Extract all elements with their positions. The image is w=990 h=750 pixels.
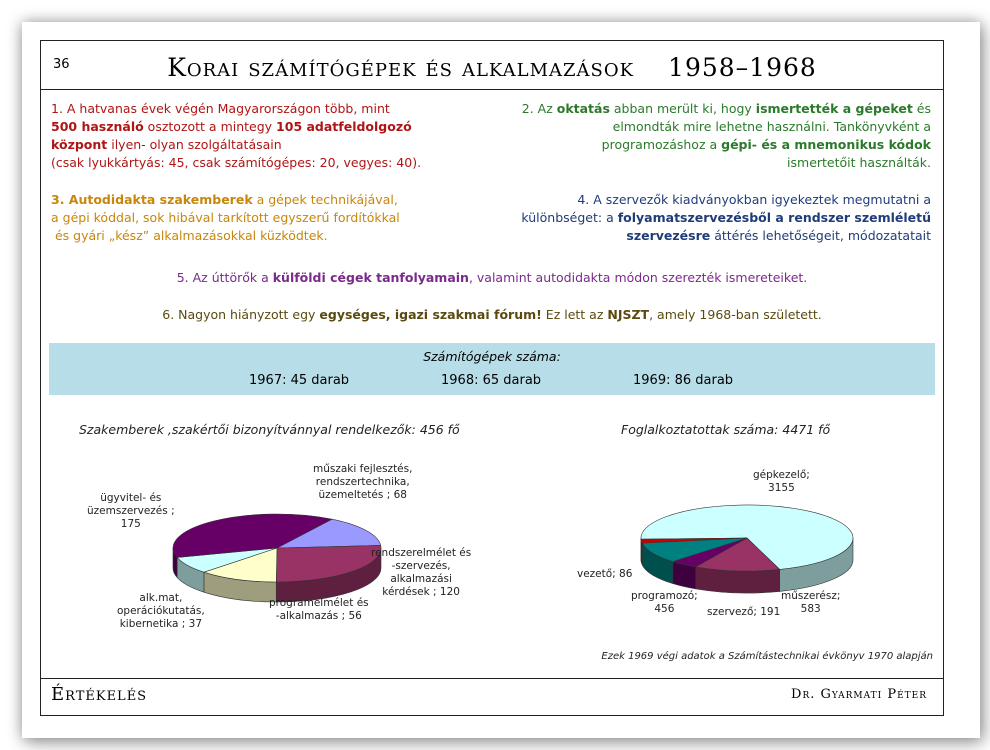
chart1-label-2: programelmélet és -alkalmazás ; 56: [269, 597, 369, 622]
p2-bold-gepek: ismertették a gépeket: [755, 101, 913, 116]
p2-line4: ismertetőit használták.: [787, 155, 931, 170]
p4-rest: áttérés lehetőségeit, módozatatait: [710, 228, 931, 243]
p2-line2: elmondták mire lehetne használni. Tankönyvként a: [612, 119, 931, 134]
computers-title: Számítógépek száma:: [423, 349, 561, 364]
p1-mid: osztozott a mintegy: [143, 119, 277, 134]
chart2-label-0: gépkezelő; 3155: [753, 469, 810, 494]
p5-a: 5. Az úttörők a: [176, 270, 273, 285]
chart2-label-1: műszerész; 583: [781, 590, 841, 615]
p3-rest: a gépek technikájával,: [252, 192, 398, 207]
p1-rest: ilyen- olyan szolgáltatásain: [107, 137, 282, 152]
p3-line2: a gépi kóddal, sok hibával tarkított egyszerű fordítókkal: [51, 210, 400, 225]
p6-a: 6. Nagyon hiányzott egy: [162, 307, 320, 322]
p4-line1: 4. A szervezők kiadványokban igyekeztek megmutatni a: [577, 192, 931, 207]
p4-bold-szervezes: szervezésre: [626, 228, 711, 243]
chart1-label-3: alk.mat, operációkutatás, kibernetika ; 37: [117, 592, 205, 630]
slide-number: 36: [53, 57, 70, 72]
title-text: Korai számítógépek és alkalmazások: [167, 53, 635, 82]
p6-bold-forum: egységes, igazi szakmai fórum!: [319, 307, 542, 322]
computers-1967: 1967: 45 darab: [249, 373, 350, 388]
p1-bold-kozpont: központ: [51, 137, 108, 152]
p6-bold-njszt: NJSZT: [607, 307, 650, 322]
computers-1969: 1969: 86 darab: [633, 373, 734, 388]
computers-1968: 1968: 65 darab: [441, 373, 542, 388]
p1-bold-centers: 105 adatfeldolgozó: [276, 119, 412, 134]
p6-c: , amely 1968-ban született.: [649, 307, 822, 322]
p5-bold: külföldi cégek tanfolyamain: [272, 270, 469, 285]
chart2-title: Foglalkoztatottak száma: 4471 fő: [621, 422, 831, 437]
p2-b: abban merült ki, hogy: [609, 101, 756, 116]
p1-line4: (csak lyukkártyás: 45, csak számítógépes: 20, vegyes: 40).: [51, 155, 422, 170]
p3-line3: és gyári „kész” alkalmazásokkal küzködtek.: [51, 228, 328, 243]
p3-bold: 3. Autodidakta szakemberek: [51, 192, 253, 207]
chart1-title: Szakemberek ,szakértői bizonyítvánnyal rendelkezők: 456 fő: [79, 422, 460, 437]
p2-bold-kodok: gépi- és a mnemonikus kódok: [721, 137, 931, 152]
p2-a: 2. Az: [521, 101, 557, 116]
slide: [40, 40, 944, 716]
footer-author: Dr. Gyarmati Péter: [791, 687, 927, 702]
p4-bold: folyamatszervezésből a rendszer szemléletű: [617, 210, 931, 225]
p1-line1: 1. A hatvanas évek végén Magyarországon több, mint: [51, 101, 390, 116]
chart2-label-4: vezető; 86: [577, 568, 633, 580]
chart1-label-4: ügyvitel- és üzemszervezés ; 175: [87, 492, 175, 530]
p5-b: , valamint autodidakta módon szerezték ismereteiket.: [468, 270, 808, 285]
chart1-label-1: rendszerelmélet és -szervezés, alkalmazási kérdések ; 120: [371, 547, 472, 598]
p2-l3a: programozáshoz a: [601, 137, 722, 152]
p6-b: Ez lett az: [541, 307, 608, 322]
chart2-label-3: programozó; 456: [631, 590, 698, 615]
p2-bold-oktatas: oktatás: [556, 101, 610, 116]
footer-divider: [41, 678, 943, 679]
p1-bold-users: 500 használó: [51, 119, 144, 134]
chart2-label-2: szervező; 191: [707, 606, 781, 618]
source-note: Ezek 1969 végi adatok a Számítástechnikai évkönyv 1970 alapján: [601, 651, 933, 662]
p4-l2a: különbséget: a: [521, 210, 618, 225]
footer-section-title: Értékelés: [51, 684, 148, 705]
chart1-label-0: műszaki fejlesztés, rendszertechnika, üzemeltetés ; 68: [313, 463, 413, 501]
title-years: 1958–1968: [668, 53, 817, 82]
p2-c: és: [912, 101, 931, 116]
